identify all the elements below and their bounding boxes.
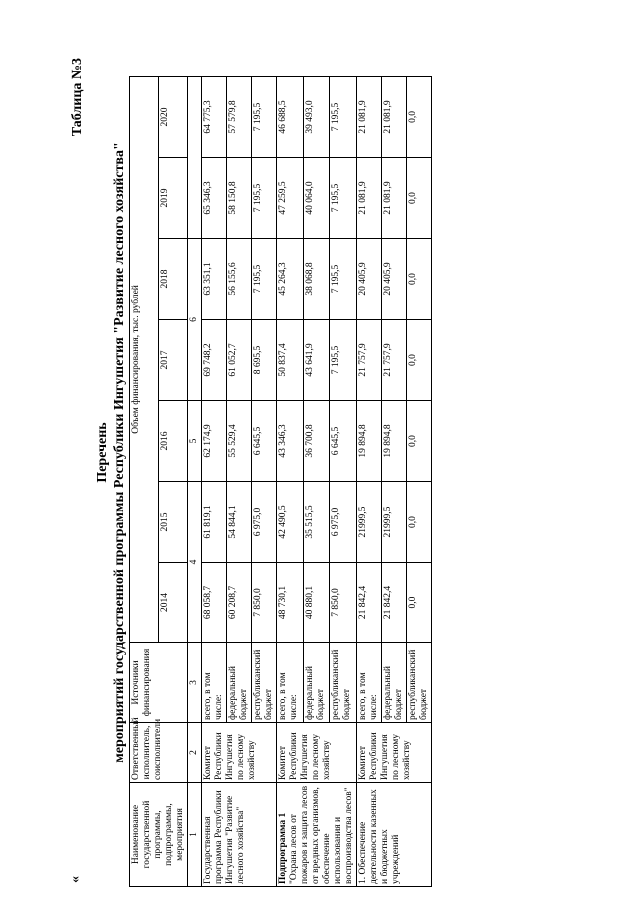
- value-cell: 8 695,5: [252, 320, 277, 401]
- value-cell: 0,0: [407, 158, 432, 239]
- responsible-cell: Комитет Республики Ингушетия по лесному хозяйству: [277, 723, 357, 783]
- value-cell: 21 757,9: [357, 320, 382, 401]
- value-cell: 63 351,1: [202, 239, 227, 320]
- column-index: 6: [188, 239, 202, 401]
- value-cell: 6 975,0: [330, 482, 357, 563]
- source-cell: республиканский бюджет: [252, 643, 277, 723]
- col-header-funding: Объем финансирования, тыс. рублей: [130, 76, 159, 642]
- column-index: 4: [188, 482, 202, 643]
- value-cell: 47 259,5: [277, 158, 304, 239]
- value-cell: 21 842,4: [357, 563, 382, 643]
- value-cell: 48 730,1: [277, 563, 304, 643]
- value-cell: 7 195,5: [330, 239, 357, 320]
- source-cell: всего, в том числе:: [277, 643, 304, 723]
- value-cell: 40 064,0: [303, 158, 330, 239]
- col-header-name: Наименование государственной программы, подпрограммы, мероприятия: [130, 783, 188, 887]
- value-cell: 58 150,8: [227, 158, 252, 239]
- value-cell: 61 819,1: [202, 482, 227, 563]
- value-cell: 21 081,9: [357, 76, 382, 157]
- source-cell: всего, в том числе:: [202, 643, 227, 723]
- activity-name-cell: [357, 783, 432, 887]
- funding-table: [129, 76, 432, 887]
- value-cell: 0,0: [407, 482, 432, 563]
- value-cell: 62 174,9: [202, 401, 227, 482]
- value-cell: 54 844,1: [227, 482, 252, 563]
- value-cell: 50 837,4: [277, 320, 304, 401]
- value-cell: 21 081,9: [357, 158, 382, 239]
- value-cell: 6 975,0: [252, 482, 277, 563]
- value-cell: 0,0: [407, 563, 432, 643]
- activity-name: 1. Обеспечение деятельности казенных и бюджетных учреждений: [358, 789, 401, 884]
- value-cell: 7 195,5: [252, 158, 277, 239]
- value-cell: 7 195,5: [330, 76, 357, 157]
- responsible-cell: Комитет Республики Ингушетия по лесному хозяйству: [357, 723, 432, 783]
- value-cell: 21999,5: [357, 482, 382, 563]
- value-cell: 56 155,6: [227, 239, 252, 320]
- col-header-responsible: Ответственный исполнитель, соисполнители: [130, 723, 188, 783]
- value-cell: 69 748,2: [202, 320, 227, 401]
- column-index: 1: [188, 783, 202, 887]
- subprogram-name-cell: [277, 783, 357, 887]
- value-cell: 35 515,5: [303, 482, 330, 563]
- source-cell: федеральный бюджет: [382, 643, 407, 723]
- value-cell: 0,0: [407, 401, 432, 482]
- document-title: [94, 0, 128, 905]
- value-cell: 38 068,8: [303, 239, 330, 320]
- table-row: [277, 76, 304, 886]
- value-cell: 19 894,8: [357, 401, 382, 482]
- year-header: 2014: [159, 563, 188, 643]
- subprogram-name: "Охрана лесов от пожаров и защита лесов от вредных организмов, обеспечение использования и воспроизводства лесов": [289, 785, 354, 884]
- source-cell: федеральный бюджет: [227, 643, 252, 723]
- col-header-sources: Источники финансирования: [130, 643, 188, 723]
- value-cell: 7 850,0: [252, 563, 277, 643]
- value-cell: 7 850,0: [330, 563, 357, 643]
- program-name-cell: [202, 783, 277, 887]
- value-cell: 6 645,5: [330, 401, 357, 482]
- value-cell: 46 688,5: [277, 76, 304, 157]
- header-row-1: [130, 76, 159, 886]
- value-cell: 42 490,5: [277, 482, 304, 563]
- value-cell: 7 195,5: [252, 239, 277, 320]
- year-header: 2017: [159, 320, 188, 401]
- title-line-2: мероприятий государственной программы Республики Ингушетия "Развитие лесного хозяйства": [112, 142, 127, 763]
- value-cell: 61 052,7: [227, 320, 252, 401]
- subprogram-label: Подпрограмма 1: [278, 812, 288, 884]
- year-header: 2020: [159, 76, 188, 157]
- source-cell: республиканский бюджет: [407, 643, 432, 723]
- value-cell: 64 775,3: [202, 76, 227, 157]
- value-cell: 65 346,3: [202, 158, 227, 239]
- value-cell: 20 405,9: [357, 239, 382, 320]
- column-index: 5: [188, 401, 202, 482]
- value-cell: 57 579,8: [227, 76, 252, 157]
- opening-quote: «: [68, 876, 83, 883]
- year-header: 2016: [159, 401, 188, 482]
- value-cell: 0,0: [407, 239, 432, 320]
- value-cell: 45 264,3: [277, 239, 304, 320]
- value-cell: 21 081,9: [382, 158, 407, 239]
- responsible-cell: Комитет Республики Ингушетия по лесному хозяйству: [202, 723, 277, 783]
- column-index: 2: [188, 723, 202, 783]
- table-row: [202, 76, 227, 886]
- column-index-row: [188, 76, 202, 886]
- value-cell: 40 880,1: [303, 563, 330, 643]
- source-cell: всего, в том числе:: [357, 643, 382, 723]
- value-cell: 36 700,8: [303, 401, 330, 482]
- value-cell: 68 058,7: [202, 563, 227, 643]
- value-cell: 43 641,9: [303, 320, 330, 401]
- value-cell: 7 195,5: [252, 76, 277, 157]
- value-cell: 20 405,9: [382, 239, 407, 320]
- value-cell: 43 346,3: [277, 401, 304, 482]
- value-cell: 21 842,4: [382, 563, 407, 643]
- table-row: [357, 76, 382, 886]
- value-cell: 60 208,7: [227, 563, 252, 643]
- year-header: 2018: [159, 239, 188, 320]
- value-cell: 7 195,5: [330, 158, 357, 239]
- value-cell: 7 195,5: [330, 320, 357, 401]
- value-cell: 6 645,5: [252, 401, 277, 482]
- table-number: Таблица №3: [70, 58, 85, 137]
- value-cell: 21 081,9: [382, 76, 407, 157]
- value-cell: 39 493,0: [303, 76, 330, 157]
- program-name: Государственная программа Республики Ингушетия "Развитие лесного хозяйства": [203, 790, 246, 884]
- column-index: [188, 76, 202, 238]
- value-cell: 21 757,9: [382, 320, 407, 401]
- year-header: 2019: [159, 158, 188, 239]
- value-cell: 19 894,8: [382, 401, 407, 482]
- column-index: 3: [188, 643, 202, 723]
- title-line-1: Перечень: [95, 422, 110, 483]
- value-cell: 55 529,4: [227, 401, 252, 482]
- source-cell: республиканский бюджет: [330, 643, 357, 723]
- value-cell: 0,0: [407, 76, 432, 157]
- year-header: 2015: [159, 482, 188, 563]
- value-cell: 0,0: [407, 320, 432, 401]
- value-cell: 21999,5: [382, 482, 407, 563]
- source-cell: федеральный бюджет: [303, 643, 330, 723]
